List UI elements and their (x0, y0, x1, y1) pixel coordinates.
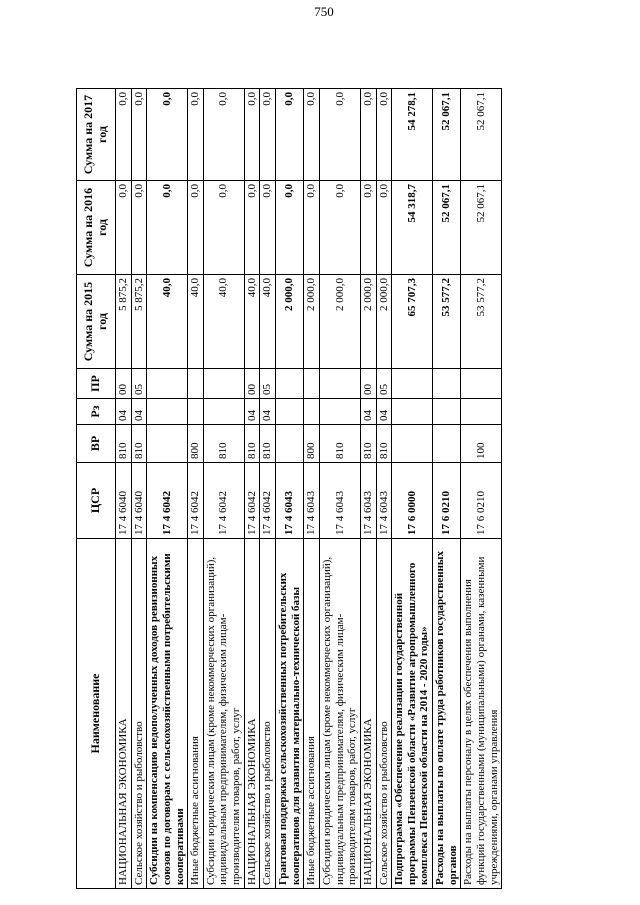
cell-rz: 04 (244, 399, 260, 425)
cell-sum-2017: 0,0 (244, 89, 260, 181)
cell-sum-2015: 2 000,0 (276, 275, 304, 369)
cell-name: НАЦИОНАЛЬНАЯ ЭКОНОМИКА (360, 539, 376, 889)
cell-vr: 810 (203, 425, 244, 463)
table-row (433, 89, 461, 889)
cell-pr: 00 (244, 369, 260, 399)
header-csr: ЦСР (77, 463, 116, 539)
table-row (319, 89, 360, 889)
cell-rz (188, 399, 204, 425)
cell-rz (276, 399, 304, 425)
cell-name: Иные бюджетные ассигнования (304, 539, 320, 889)
table-row (276, 89, 304, 889)
cell-pr: 00 (116, 369, 132, 399)
cell-pr (304, 369, 320, 399)
cell-sum-2016: 0,0 (276, 181, 304, 275)
cell-csr: 17 4 6042 (260, 463, 276, 539)
cell-pr (461, 369, 502, 399)
cell-csr: 17 6 0000 (392, 463, 433, 539)
table-header-row (77, 89, 116, 889)
cell-name: Субсидии на компенсацию недополученных доходов ревизионных союзов по договорам с сельскохозяйственными потребительскими кооперативами (147, 539, 188, 889)
cell-rz (304, 399, 320, 425)
cell-sum-2016: 0,0 (147, 181, 188, 275)
cell-sum-2015: 40,0 (244, 275, 260, 369)
cell-csr: 17 4 6042 (188, 463, 204, 539)
cell-name: Субсидии юридическим лицам (кроме некоммерческих организаций), индивидуальным предпринимателям, физическим лицам-производителям товаров, работ, услуг (319, 539, 360, 889)
cell-vr (392, 425, 433, 463)
cell-name: Сельское хозяйство и рыболовство (376, 539, 392, 889)
cell-name: Сельское хозяйство и рыболовство (131, 539, 147, 889)
cell-rz: 04 (116, 399, 132, 425)
page-number: 750 (314, 4, 334, 19)
cell-sum-2015: 5 875,2 (131, 275, 147, 369)
cell-vr: 800 (188, 425, 204, 463)
cell-csr: 17 4 6042 (203, 463, 244, 539)
table-row (147, 89, 188, 889)
cell-sum-2017: 0,0 (376, 89, 392, 181)
cell-sum-2015: 40,0 (188, 275, 204, 369)
header-pr: ПР (77, 369, 116, 399)
cell-sum-2016: 0,0 (116, 181, 132, 275)
table-row (304, 89, 320, 889)
cell-sum-2015: 53 577,2 (461, 275, 502, 369)
cell-sum-2015: 5 875,2 (116, 275, 132, 369)
cell-pr: 05 (260, 369, 276, 399)
cell-csr: 17 6 0210 (461, 463, 502, 539)
cell-sum-2016: 0,0 (244, 181, 260, 275)
table-row (461, 89, 502, 889)
table-row (392, 89, 433, 889)
cell-name: Субсидии юридическим лицам (кроме некоммерческих организаций), индивидуальным предпринимателям, физическим лицам-производителям товаров, работ, услуг (203, 539, 244, 889)
cell-rz (433, 399, 461, 425)
cell-csr: 17 4 6043 (304, 463, 320, 539)
cell-vr: 100 (461, 425, 502, 463)
header-sum-2017: Сумма на 2017 год (77, 89, 116, 181)
cell-sum-2017: 52 067,1 (461, 89, 502, 181)
cell-sum-2016: 0,0 (131, 181, 147, 275)
cell-rz: 04 (360, 399, 376, 425)
cell-sum-2016: 52 067,1 (433, 181, 461, 275)
header-name: Наименование (77, 539, 116, 889)
cell-name: Подпрограмма «Обеспечение реализации государственной программы Пензенской области «Развитие агропромышленного комплекса Пензенской области на 2014 - 2020 годы» (392, 539, 433, 889)
cell-sum-2017: 0,0 (360, 89, 376, 181)
cell-name: Расходы на выплаты персоналу в целях обеспечения выполнения функций государственными (муниципальными) органами, казенными учреждениями, органами управления (461, 539, 502, 889)
cell-sum-2017: 0,0 (276, 89, 304, 181)
cell-rz: 04 (131, 399, 147, 425)
cell-sum-2016: 52 067,1 (461, 181, 502, 275)
cell-name: Сельское хозяйство и рыболовство (260, 539, 276, 889)
cell-vr: 810 (244, 425, 260, 463)
cell-name: Грантовая поддержка сельскохозяйственных потребительских кооперативов для развития материально-технической базы (276, 539, 304, 889)
cell-csr: 17 4 6040 (116, 463, 132, 539)
table-row (260, 89, 276, 889)
budget-table (76, 88, 502, 889)
cell-rz (392, 399, 433, 425)
cell-sum-2015: 2 000,0 (319, 275, 360, 369)
cell-csr: 17 4 6043 (319, 463, 360, 539)
cell-pr: 00 (360, 369, 376, 399)
cell-name: НАЦИОНАЛЬНАЯ ЭКОНОМИКА (244, 539, 260, 889)
cell-sum-2015: 40,0 (260, 275, 276, 369)
cell-pr (276, 369, 304, 399)
cell-name: Иные бюджетные ассигнования (188, 539, 204, 889)
table-row (244, 89, 260, 889)
cell-pr (392, 369, 433, 399)
cell-sum-2015: 40,0 (147, 275, 188, 369)
cell-rz: 04 (260, 399, 276, 425)
cell-csr: 17 4 6043 (360, 463, 376, 539)
cell-name: Расходы на выплаты по оплате труда работников государственных органов (433, 539, 461, 889)
cell-sum-2015: 40,0 (203, 275, 244, 369)
cell-rz (203, 399, 244, 425)
cell-pr: 05 (376, 369, 392, 399)
cell-rz (319, 399, 360, 425)
cell-pr (433, 369, 461, 399)
cell-vr: 810 (116, 425, 132, 463)
cell-sum-2016: 54 318,7 (392, 181, 433, 275)
cell-csr: 17 4 6043 (276, 463, 304, 539)
header-rz: Рз (77, 399, 116, 425)
cell-pr: 05 (131, 369, 147, 399)
cell-sum-2016: 0,0 (304, 181, 320, 275)
cell-sum-2016: 0,0 (188, 181, 204, 275)
cell-rz (147, 399, 188, 425)
table-row (376, 89, 392, 889)
cell-pr (203, 369, 244, 399)
cell-csr: 17 4 6042 (147, 463, 188, 539)
cell-sum-2017: 0,0 (319, 89, 360, 181)
cell-sum-2017: 0,0 (147, 89, 188, 181)
cell-csr: 17 4 6042 (244, 463, 260, 539)
cell-sum-2017: 0,0 (260, 89, 276, 181)
cell-vr: 810 (319, 425, 360, 463)
cell-vr (276, 425, 304, 463)
cell-sum-2016: 0,0 (319, 181, 360, 275)
table-row (116, 89, 132, 889)
cell-vr: 800 (304, 425, 320, 463)
cell-vr: 810 (376, 425, 392, 463)
cell-sum-2016: 0,0 (260, 181, 276, 275)
table-row (188, 89, 204, 889)
cell-sum-2015: 2 000,0 (360, 275, 376, 369)
cell-vr: 810 (260, 425, 276, 463)
cell-sum-2017: 54 278,1 (392, 89, 433, 181)
cell-csr: 17 4 6043 (376, 463, 392, 539)
cell-vr (147, 425, 188, 463)
cell-sum-2016: 0,0 (360, 181, 376, 275)
cell-sum-2017: 0,0 (131, 89, 147, 181)
cell-pr (188, 369, 204, 399)
table-row (360, 89, 376, 889)
cell-sum-2017: 0,0 (304, 89, 320, 181)
table-row (131, 89, 147, 889)
cell-sum-2015: 53 577,2 (433, 275, 461, 369)
cell-sum-2017: 52 067,1 (433, 89, 461, 181)
cell-rz (461, 399, 502, 425)
header-sum-2016: Сумма на 2016 год (77, 181, 116, 275)
cell-sum-2017: 0,0 (203, 89, 244, 181)
header-vr: ВР (77, 425, 116, 463)
cell-name: НАЦИОНАЛЬНАЯ ЭКОНОМИКА (116, 539, 132, 889)
cell-sum-2017: 0,0 (116, 89, 132, 181)
cell-csr: 17 6 0210 (433, 463, 461, 539)
cell-sum-2015: 2 000,0 (376, 275, 392, 369)
table-body (116, 89, 502, 889)
cell-vr: 810 (360, 425, 376, 463)
cell-vr (433, 425, 461, 463)
cell-sum-2016: 0,0 (376, 181, 392, 275)
cell-vr: 810 (131, 425, 147, 463)
cell-sum-2015: 65 707,3 (392, 275, 433, 369)
cell-sum-2015: 2 000,0 (304, 275, 320, 369)
cell-csr: 17 4 6040 (131, 463, 147, 539)
header-sum-2015: Сумма на 2015 год (77, 275, 116, 369)
cell-rz: 04 (376, 399, 392, 425)
cell-sum-2017: 0,0 (188, 89, 204, 181)
cell-pr (319, 369, 360, 399)
cell-sum-2016: 0,0 (203, 181, 244, 275)
cell-pr (147, 369, 188, 399)
table-row (203, 89, 244, 889)
